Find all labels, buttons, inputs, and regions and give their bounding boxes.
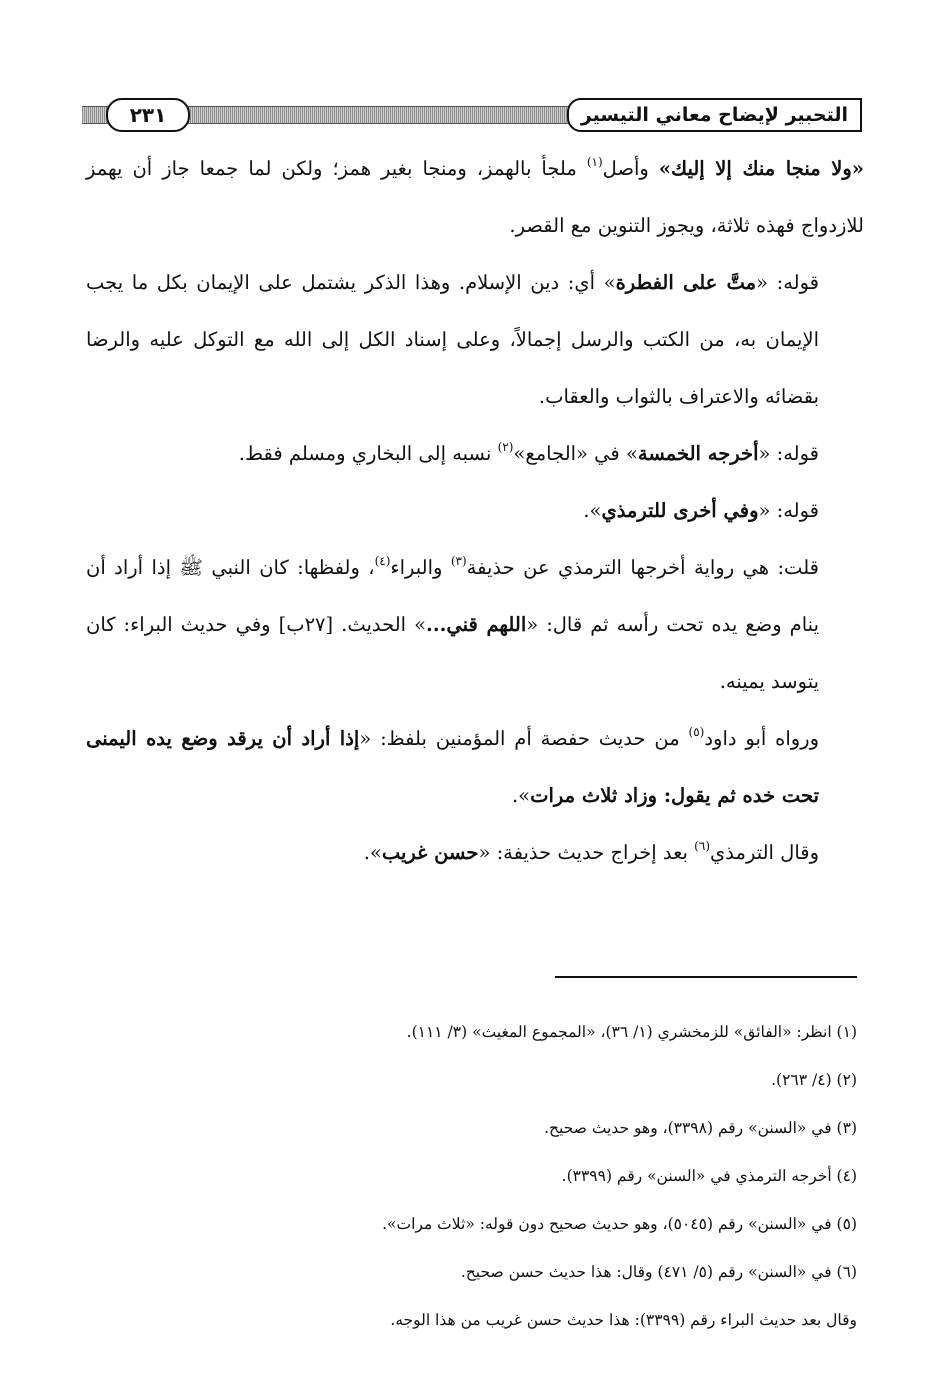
main-text [86,140,864,881]
text-run: ، ولفظها: كان النبي ﷺ إذا أراد أن ينام وضع يده تحت رأسه ثم قال: « [86,556,819,636]
paragraph [86,254,864,425]
footnote-marker: (٢) [497,440,514,454]
paragraph [86,824,864,881]
paragraph [86,539,864,710]
text-run: قوله: « [756,271,819,294]
text-run: ورواه أبو داود [704,727,820,750]
paragraph [86,710,864,824]
text-run: قوله: « [758,499,819,522]
text-run: وقال الترمذي [710,841,819,864]
quoted-text: اللهم قني... [426,613,527,636]
running-header [82,98,862,132]
footnote: وقال بعد حديث البراء رقم (٣٣٩٩): هذا حديث حسن غريب من هذا الوجه. [390,1311,857,1329]
text-run: » الحديث. [٢٧ب] وفي حديث البراء: كان يتوسد يمينه. [86,613,819,693]
page-number: ٢٣١ [106,98,190,132]
paragraph [86,140,864,254]
footnote: (٢) (٤/ ٢٦٣). [771,1071,857,1089]
text-run: بعد إخراج حديث حذيفة: « [478,841,695,864]
text-run: » في «الجامع» [513,442,638,465]
footnote: (٣) في «السنن» رقم (٣٣٩٨)، وهو حديث صحيح. [544,1119,857,1137]
text-run: ». [583,499,602,522]
footnote-separator [555,976,857,978]
quoted-text: وفي أخرى للترمذي [601,499,759,522]
text-run: قلت: هي رواية أخرجها الترمذي عن حذيفة [466,556,819,579]
text-run: قوله: « [758,442,819,465]
footnote: (٦) في «السنن» رقم (٥/ ٤٧١) وقال: هذا حديث حسن صحيح. [460,1263,857,1281]
footnotes [86,1008,857,1344]
text-run: » أي: دين الإسلام. وهذا الذكر يشتمل على الإيمان بكل ما يجب الإيمان به، من الكتب والرسل إجمالاً، وعلى إسناد الكل إلى الله مع التوكل عليه والرضا بقضائه والاعتراف بالثواب والعقاب. [86,271,819,408]
quoted-text: أخرجه الخمسة [637,442,759,465]
footnote: (١) انظر: «الفائق» للزمخشري (١/ ٣٦)، «المجموع المغيث» (٣/ ١١١). [406,1023,857,1041]
text-run: ». [363,841,382,864]
quoted-text: «ولا منجا منك إلا إليك» [658,157,864,180]
text-run: ملجأ بالهمز، ومنجا بغير همز؛ ولكن لما جمعا جاز أن يهمز للازدواج فهذه ثلاثة، ويجوز التنوين مع القصر. [86,157,864,237]
footnote: (٤) أخرجه الترمذي في «السنن» رقم (٣٣٩٩). [561,1167,857,1185]
footnote-marker: (٦) [694,839,710,853]
paragraph [86,425,864,482]
footnote-marker: (٥) [688,725,705,739]
footnote-marker: (٣) [450,554,467,568]
quoted-text: إذا أراد أن يرقد وضع يده اليمنى تحت خده ثم يقول: وزاد ثلاث مرات [86,727,819,807]
footnote-marker: (٤) [374,554,391,568]
text-run: ». [511,784,531,807]
text-run: وأصل [602,157,659,180]
quoted-text: متَّ على الفطرة [615,271,757,294]
footnote: (٥) في «السنن» رقم (٥٠٤٥)، وهو حديث صحيح دون قوله: «ثلاث مرات». [382,1215,857,1233]
text-run: والبراء [390,556,451,579]
quoted-text: حسن غريب [381,841,479,864]
paragraph [86,482,864,539]
text-run: نسبه إلى البخاري ومسلم فقط. [238,442,498,465]
book-title: التحبير لإيضاح معاني التيسير [567,98,862,132]
text-run: من حديث حفصة أم المؤمنين بلفظ: « [359,727,689,750]
footnote-marker: (١) [586,155,603,169]
